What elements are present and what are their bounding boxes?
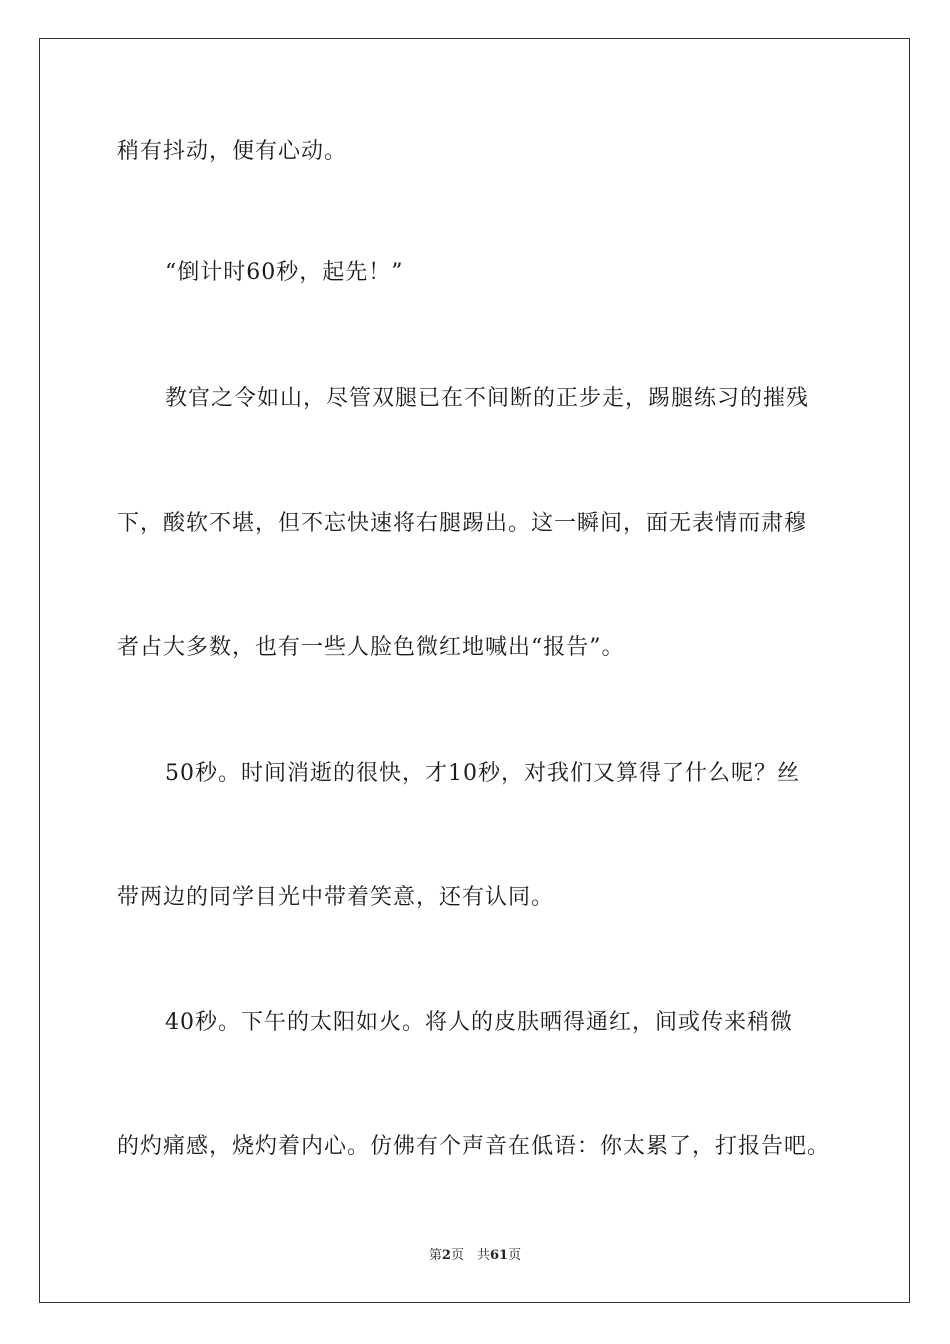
- text-line-1: 稍有抖动，便有心动。: [117, 139, 348, 164]
- page-footer: [0, 1247, 950, 1265]
- text-line-8: 40秒。下午的太阳如火。将人的皮肤晒得通红，间或传来稍微: [165, 1010, 793, 1035]
- text-line-7: 带两边的同学目光中带着笑意，还有认同。: [117, 885, 555, 910]
- footer-suffix: 页: [508, 1248, 522, 1263]
- text-line-2: “倒计时60秒，起先！”: [165, 260, 404, 285]
- footer-middle: 页 共: [450, 1248, 490, 1263]
- text-line-5: 者占大多数，也有一些人脸色微红地喊出“报告”。: [117, 635, 625, 660]
- footer-total-pages: 61: [489, 1248, 509, 1263]
- text-line-4: 下，酸软不堪，但不忘快速将右腿踢出。这一瞬间，面无表情而肃穆: [117, 511, 808, 536]
- page-border: [39, 38, 910, 1303]
- text-line-3: 教官之令如山，尽管双腿已在不间断的正步走，踢腿练习的摧残: [165, 386, 810, 411]
- footer-current-page: 2: [441, 1248, 451, 1263]
- footer-prefix: 第: [428, 1248, 442, 1263]
- text-line-9: 的灼痛感，烧灼着内心。仿佛有个声音在低语：你太累了，打报告吧。: [117, 1134, 831, 1159]
- text-line-6: 50秒。时间消逝的很快，才10秒，对我们又算得了什么呢？丝: [165, 761, 800, 786]
